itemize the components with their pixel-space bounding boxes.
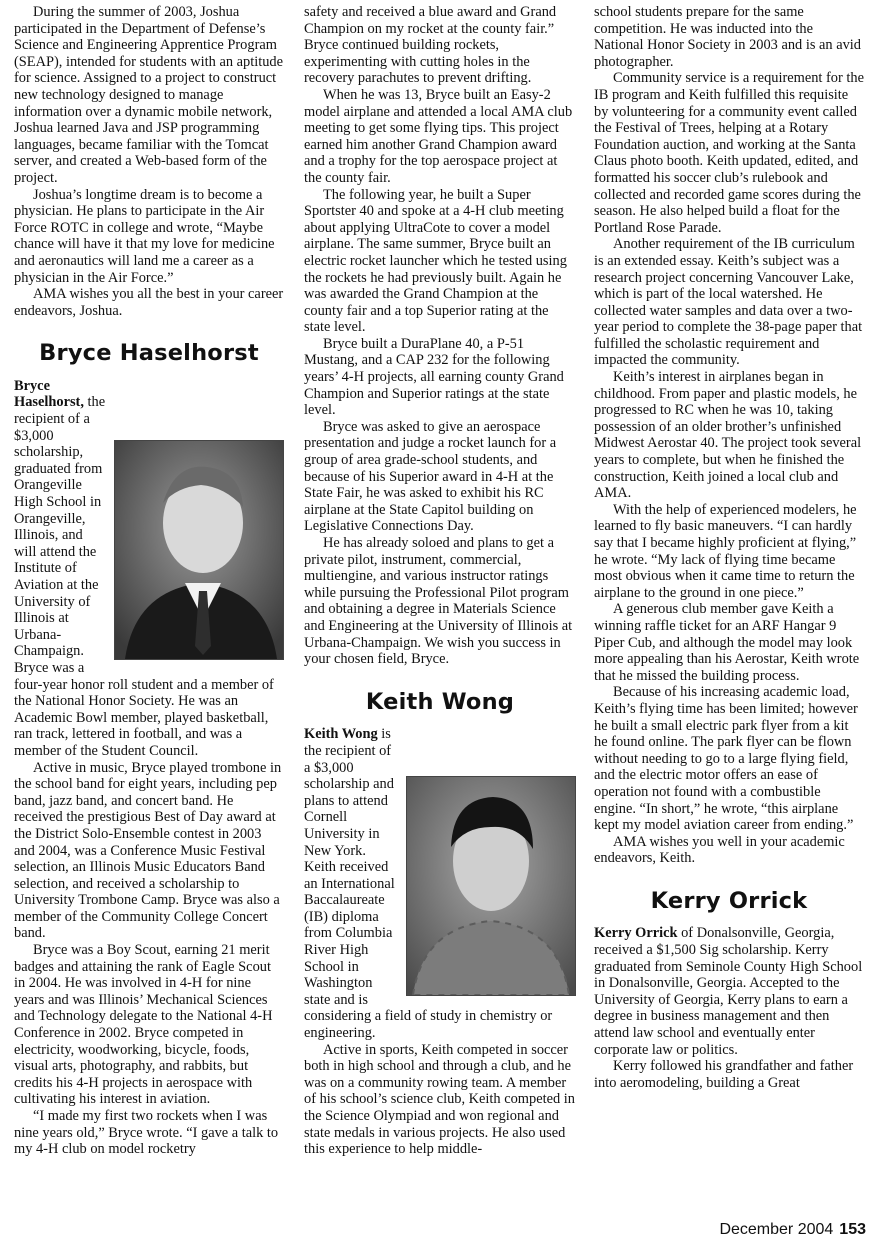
bryce-paragraph-9: Bryce was asked to give an aerospace presentation and judge a rocket launch for a group of area grade-school students, and because of his Superior award in 4-H at the State Fair, he was asked to exhibit his RC airplane at the State Capitol building on Legislative Connections Day. [304, 418, 557, 535]
column-3 [594, 4, 864, 1091]
column-2 [304, 4, 576, 1158]
kerry-paragraph-1: Kerry Orrick of Donalsonville, Georgia, received a $1,500 Sig scholarship. Kerry graduated from Seminole County High School in Donalsonville, Georgia. Accepted to the University of Georgia, Kerry plans to earn a degree in business management and then attend law school and eventually enter corporate law or politics. [594, 925, 863, 1058]
photo-bryce-haselhorst [114, 440, 284, 660]
bryce-paragraph-1: Bryce Haselhorst, the recipient of a $3,000 scholarship, graduated from Orangeville High School in Orangeville, Illinois, and will attend the Institute of Aviation at the University of Illinois at Urbana-Champaign. Bryce was a four-year honor roll student and a member of the National Honor Society. He was an Academic Bowl member, played basketball, ran track, lettered in football, and was a member of the Student Council. [14, 377, 274, 759]
keith-paragraph-1: Keith Wong is the recipient of a $3,000 scholarship and plans to attend Cornell University in New York. Keith received an International Baccalaureate (IB) diploma from Columbia River High School in Washington state and is considering a field of study in chemistry or engineering. [304, 726, 553, 1042]
joshua-paragraph-2: Joshua’s longtime dream is to become a physician. He plans to participate in the Air Force ROTC in college and wrote, “Maybe chance will have it that my love for medicine and aeronautics will land me a career as a physician in the Air Force.” [14, 186, 275, 286]
heading-bryce-haselhorst: Bryce Haselhorst [39, 340, 259, 367]
bryce-paragraph-6: When he was 13, Bryce built an Easy-2 model airplane and attended a local AMA club meeting to get some flying tips. This project earned him another Grand Champion award and a trophy for the top aerospace project at the county fair. [304, 86, 573, 186]
keith-paragraph-9: Because of his increasing academic load, Keith’s flying time has been limited; however he built a small electric park flyer from a kit he found online. The park flyer can be flown without needing to go to a large flying field, and the electric motor offers an ease of operation not found with a combustible engine. “In short,” he wrote, “this airplane kept my model aviation career from ending.” [594, 684, 858, 834]
column-1 [14, 4, 284, 1158]
keith-paragraph-8: A generous club member gave Keith a winning raffle ticket for an ARF Hangar 9 Piper Cub, and although the model may look more appealing than his Aerostar, Keith wrote that he missed the building process. [594, 601, 860, 684]
joshua-paragraph-1: During the summer of 2003, Joshua participated in the Department of Defense’s Science and Engineering Apprentice Program (SEAP), intended for students with an aptitude for science. Assigned to a project to construct new technology designed to manage information over a dynamic mobile network, Joshua learned Java and JSP programming languages, became familiar with the Tomcat server, and created a Web-based form of the project. [14, 4, 283, 186]
bryce-paragraph-4: “I made my first two rockets when I was nine years old,” Bryce wrote. “I gave a talk to my 4-H club on model rocketry [14, 1108, 279, 1158]
bryce-paragraph-3: Bryce was a Boy Scout, earning 21 merit badges and attaining the rank of Eagle Scout in 2004. He was involved in 4-H for nine years and was Illinois’ Mechanical Sciences and Technology delegate to the National 4-H Conference in 2002. Bryce competed in electricity, woodworking, bicycle, foods, visual arts, photography, and rabbits, but credits his 4-H projects in aerospace with cultivating his interest in aviation. [14, 942, 273, 1108]
portrait-icon [115, 441, 283, 659]
bryce-paragraph-5: safety and received a blue award and Grand Champion on my rocket at the county fair.” Bryce continued building rockets, experimenting with cutting holes in the recovery parachutes to prevent drifting. [304, 4, 557, 87]
keith-paragraph-7: With the help of experienced modelers, he learned to fly basic maneuvers. “I can hardly say that I became highly proficient at flying,” he wrote. “My lack of flying time became most obvious when it came time to return the airplane to the ground in one piece.” [594, 501, 857, 601]
keith-paragraph-5: Another requirement of the IB curriculum is an extended essay. Keith’s subject was a research project concerning Vancouver Lake, which is part of the local watershed. He collected water samples and data over a two-year period to complete the 38-page paper that fulfilled the scholastic requirement and impacted the community. [594, 236, 863, 369]
bryce-paragraph-8: Bryce built a DuraPlane 40, a P-51 Mustang, and a CAP 232 for the following years’ 4-H projects, all earning county Grand Champion and Superior ratings at the state level. [304, 335, 564, 419]
heading-keith-wong: Keith Wong [365, 688, 515, 715]
keith-name-bold: Keith Wong [304, 726, 378, 743]
portrait-icon [407, 777, 575, 995]
bryce-paragraph-7: The following year, he built a Super Sportster 40 and spoke at a 4-H club meeting about applying UltraCote to cover a model airplane. The same summer, Bryce built an electric rocket launcher which he tested using the rockets he had previously built. Again he was awarded the Grand Champion at the county fair and a top Superior rating at the state level. [304, 186, 567, 336]
keith-paragraph-2: Active in sports, Keith competed in soccer both in high school and through a club, and he was on a community rowing team. A member of his school’s science club, Keith competed in the Science Olympiad and won regional and state medals in various projects. He also used this experience to help middle- [304, 1041, 575, 1158]
photo-keith-wong [406, 776, 576, 996]
keith-paragraph-4: Community service is a requirement for the IB program and Keith fulfilled this requisite by volunteering for a community event called the Festival of Trees, helping at a Rotary Foundation auction, and working at the Santa Claus photo booth. Keith updated, edited, and formatted his soccer club’s rulebook and collected and recorded game scores during the season. He also helped build a float for the Portland Rose Parade. [594, 70, 864, 236]
bryce-paragraph-2: Active in music, Bryce played trombone in the school band for eight years, including pep band, jazz band, and concert band. He received the prestigious Best of Day award at the District Solo-Ensemble contest in 2003 and 2004, was a Conference Music Festival selection, an Illinois Music Educators Band selection, and received a scholarship to University Trombone Camp. Bryce was also a member of the Community College Concert band. [14, 759, 282, 942]
kerry-paragraph-2: Kerry followed his grandfather and father into aeromodeling, building a Great [594, 1058, 854, 1091]
page-number: 153 [839, 1221, 866, 1238]
keith-paragraph-10: AMA wishes you well in your academic endeavors, Keith. [594, 833, 845, 867]
issue-date: December 2004 [719, 1221, 834, 1238]
bryce-name-bold: Bryce Haselhorst, [14, 377, 84, 411]
page-footer [719, 1221, 866, 1239]
keith-paragraph-3: school students prepare for the same competition. He was inducted into the National Honor Society in 2003 and is an avid photographer. [594, 4, 861, 70]
bryce-paragraph-10: He has already soloed and plans to get a private pilot, instrument, commercial, multiengine, and various instructor ratings while pursuing the Professional Pilot program and obtaining a degree in Materials Science and Engineering at the University of Illinois at Urbana-Champaign. We wish you success in your chosen field, Bryce. [304, 535, 573, 668]
joshua-paragraph-3: AMA wishes you all the best in your career endeavors, Joshua. [14, 286, 284, 319]
kerry-name-bold: Kerry Orrick [594, 925, 678, 942]
keith-paragraph-6: Keith’s interest in airplanes began in childhood. From paper and plastic models, he progressed to RC when he was 10, taking possession of an older brother’s unfinished Midwest Aerostar 40. The project took several years to complete, but when he finished the construction, Keith joined a local club and AMA. [594, 369, 862, 502]
heading-kerry-orrick: Kerry Orrick [650, 887, 808, 914]
